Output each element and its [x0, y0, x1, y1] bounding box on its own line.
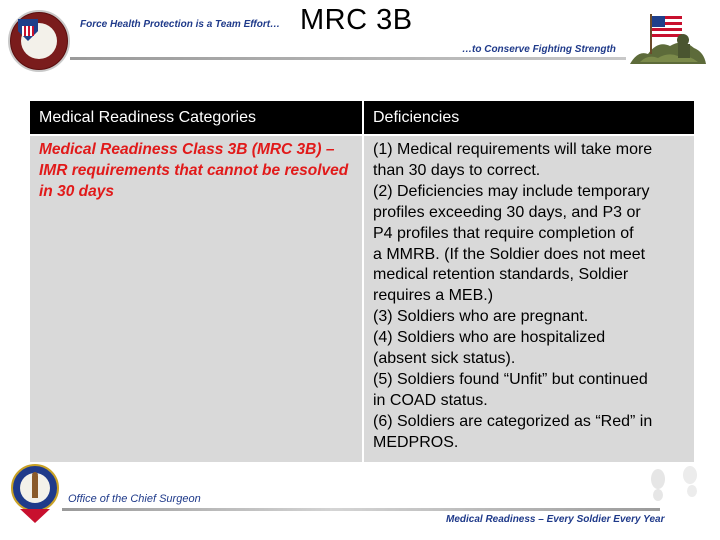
category-text: Medical Readiness Class 3B (MRC 3B) – IMR requirements that cannot be resolved in 30 days	[39, 141, 349, 200]
header-divider	[70, 57, 626, 60]
deficiency-line: requires a MEB.)	[373, 287, 494, 305]
footer-slogan: Medical Readiness – Every Soldier Every Year	[446, 514, 665, 525]
column-header-deficiencies: Deficiencies	[363, 101, 694, 135]
footer-divider-right	[330, 508, 660, 511]
deficiency-line: (1) Medical requirements will take more	[373, 141, 653, 158]
table-row	[30, 135, 694, 462]
footer-office-label: Office of the Chief Surgeon	[68, 493, 201, 505]
deficiencies-cell	[363, 135, 694, 462]
medical-team-seal-icon	[8, 10, 70, 72]
deficiency-line: profiles exceeding 30 days, and P3 or	[373, 203, 641, 221]
deficiency-line: MEDPROS.	[373, 433, 459, 451]
slide-title: MRC 3B	[300, 4, 413, 36]
header-tagline-right: …to Conserve Fighting Strength	[462, 44, 616, 55]
minuteman-seal-icon	[10, 463, 60, 525]
deficiency-line: medical retention standards, Soldier	[373, 266, 629, 284]
header-tagline-left: Force Health Protection is a Team Effort…	[80, 19, 281, 30]
flag-soldier-graphic-icon	[628, 10, 708, 68]
deficiency-line: than 30 days to correct.	[373, 161, 541, 179]
deficiency-line: (5) Soldiers found “Unfit” but continued	[373, 370, 648, 388]
column-header-categories: Medical Readiness Categories	[30, 101, 363, 135]
boot-prints-icon	[640, 465, 715, 505]
deficiency-line: in COAD status.	[373, 391, 488, 409]
deficiency-line: (2) Deficiencies may include temporary	[373, 182, 650, 200]
readiness-table	[30, 101, 694, 462]
deficiency-line: P4 profiles that require completion of	[373, 224, 634, 242]
deficiency-line: (4) Soldiers who are hospitalized	[373, 329, 606, 347]
deficiency-line: (absent sick status).	[373, 350, 516, 368]
footer-divider-left	[62, 508, 342, 511]
table-header-row	[30, 101, 694, 135]
deficiency-line: a MMRB. (If the Soldier does not meet	[373, 245, 646, 263]
deficiency-line: (3) Soldiers who are pregnant.	[373, 308, 589, 326]
category-cell	[30, 135, 363, 462]
deficiency-line: (6) Soldiers are categorized as “Red” in	[373, 412, 653, 430]
